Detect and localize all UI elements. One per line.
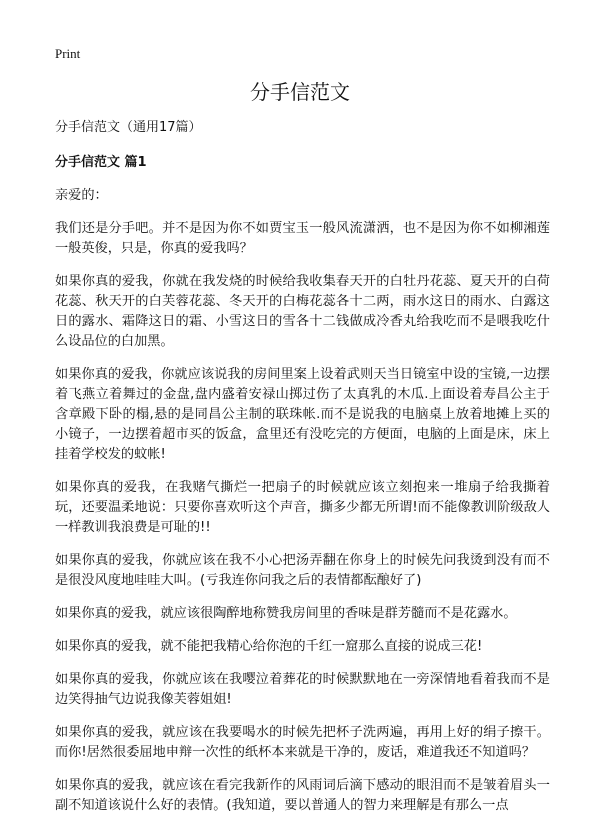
document-subtitle: 分手信范文（通用17篇） bbox=[55, 120, 202, 135]
paragraph: 如果你真的爱我，你就应该在我嘤泣着葬花的时候默默地在一旁深情地看着我而不是边笑得抽气边说我像芙蓉姐姐! bbox=[55, 672, 550, 707]
page-title: 分手信范文 bbox=[250, 80, 350, 104]
paragraph: 如果你真的爱我，就应该很陶醉地称赞我房间里的香味是群芳髓而不是花露水。 bbox=[55, 606, 517, 621]
print-link[interactable]: Print bbox=[55, 46, 81, 61]
paragraph: 如果你真的爱我，就不能把我精心给你泡的千红一窟那么直接的说成三花! bbox=[55, 639, 483, 654]
paragraph: 如果你真的爱我，你就在我发烧的时候给我收集春天开的白牡丹花蕊、夏天开的白荷花蕊、秋天开的白芙蓉花蕊、冬天开的白梅花蕊各十二两，雨水这日的雨水、白露这日的露水、霜降这日的霜、小雪这日的雪各十二钱做成冷香丸给我吃而不是喂我吃什么设品位的白加黑。 bbox=[55, 274, 550, 349]
document-body bbox=[55, 118, 550, 828]
paragraph: 如果你真的爱我，在我赌气撕烂一把扇子的时候就应该立刻抱来一堆扇子给我撕着玩，还要温柔地说：只要你喜欢听这个声音，撕多少都无所谓!而不能像教训阶级敌人一样教训我浪费是可耻的!! bbox=[55, 480, 550, 535]
section-heading: 分手信范文 篇1 bbox=[55, 155, 147, 170]
paragraph: 我们还是分手吧。并不是因为你不如贾宝玉一般风流潇洒，也不是因为你不如柳湘莲一般英俊，只是，你真的爱我吗？ bbox=[55, 221, 550, 256]
paragraph: 如果你真的爱我，就应该在看完我新作的风雨词后滴下感动的眼泪而不是皱着眉头一副不知道该说什么好的表情。(我知道，要以普通人的智力来理解是有那么一点 bbox=[55, 778, 550, 813]
greeting: 亲爱的： bbox=[55, 188, 108, 203]
paragraph: 如果你真的爱我，就应该在我要喝水的时候先把杯子洗两遍，再用上好的绢子擦干。而你!居然很委屈地申辩一次性的纸杯本来就是干净的，废话，难道我还不知道吗？ bbox=[55, 725, 550, 760]
paragraph: 如果你真的爱我，你就应该在我不小心把汤弄翻在你身上的时候先问我烫到没有而不是很没风度地哇哇大叫。(亏我连你问我之后的表情都酝酿好了) bbox=[55, 553, 550, 588]
paragraph: 如果你真的爱我，你就应该说我的房间里案上设着武则天当日镜室中设的宝镜,一边摆着飞燕立着舞过的金盘,盘内盛着安禄山掷过伤了太真乳的木瓜.上面设着寿昌公主于含章殿下卧的榻,悬的是同昌公主制的联珠帐.而不是说我的电脑桌上放着地摊上买的小镜子，一边摆着超市买的饭盒，盒里还有没吃完的方便面，电脑的上面是床，床上挂着学校发的蚊帐! bbox=[55, 367, 550, 462]
